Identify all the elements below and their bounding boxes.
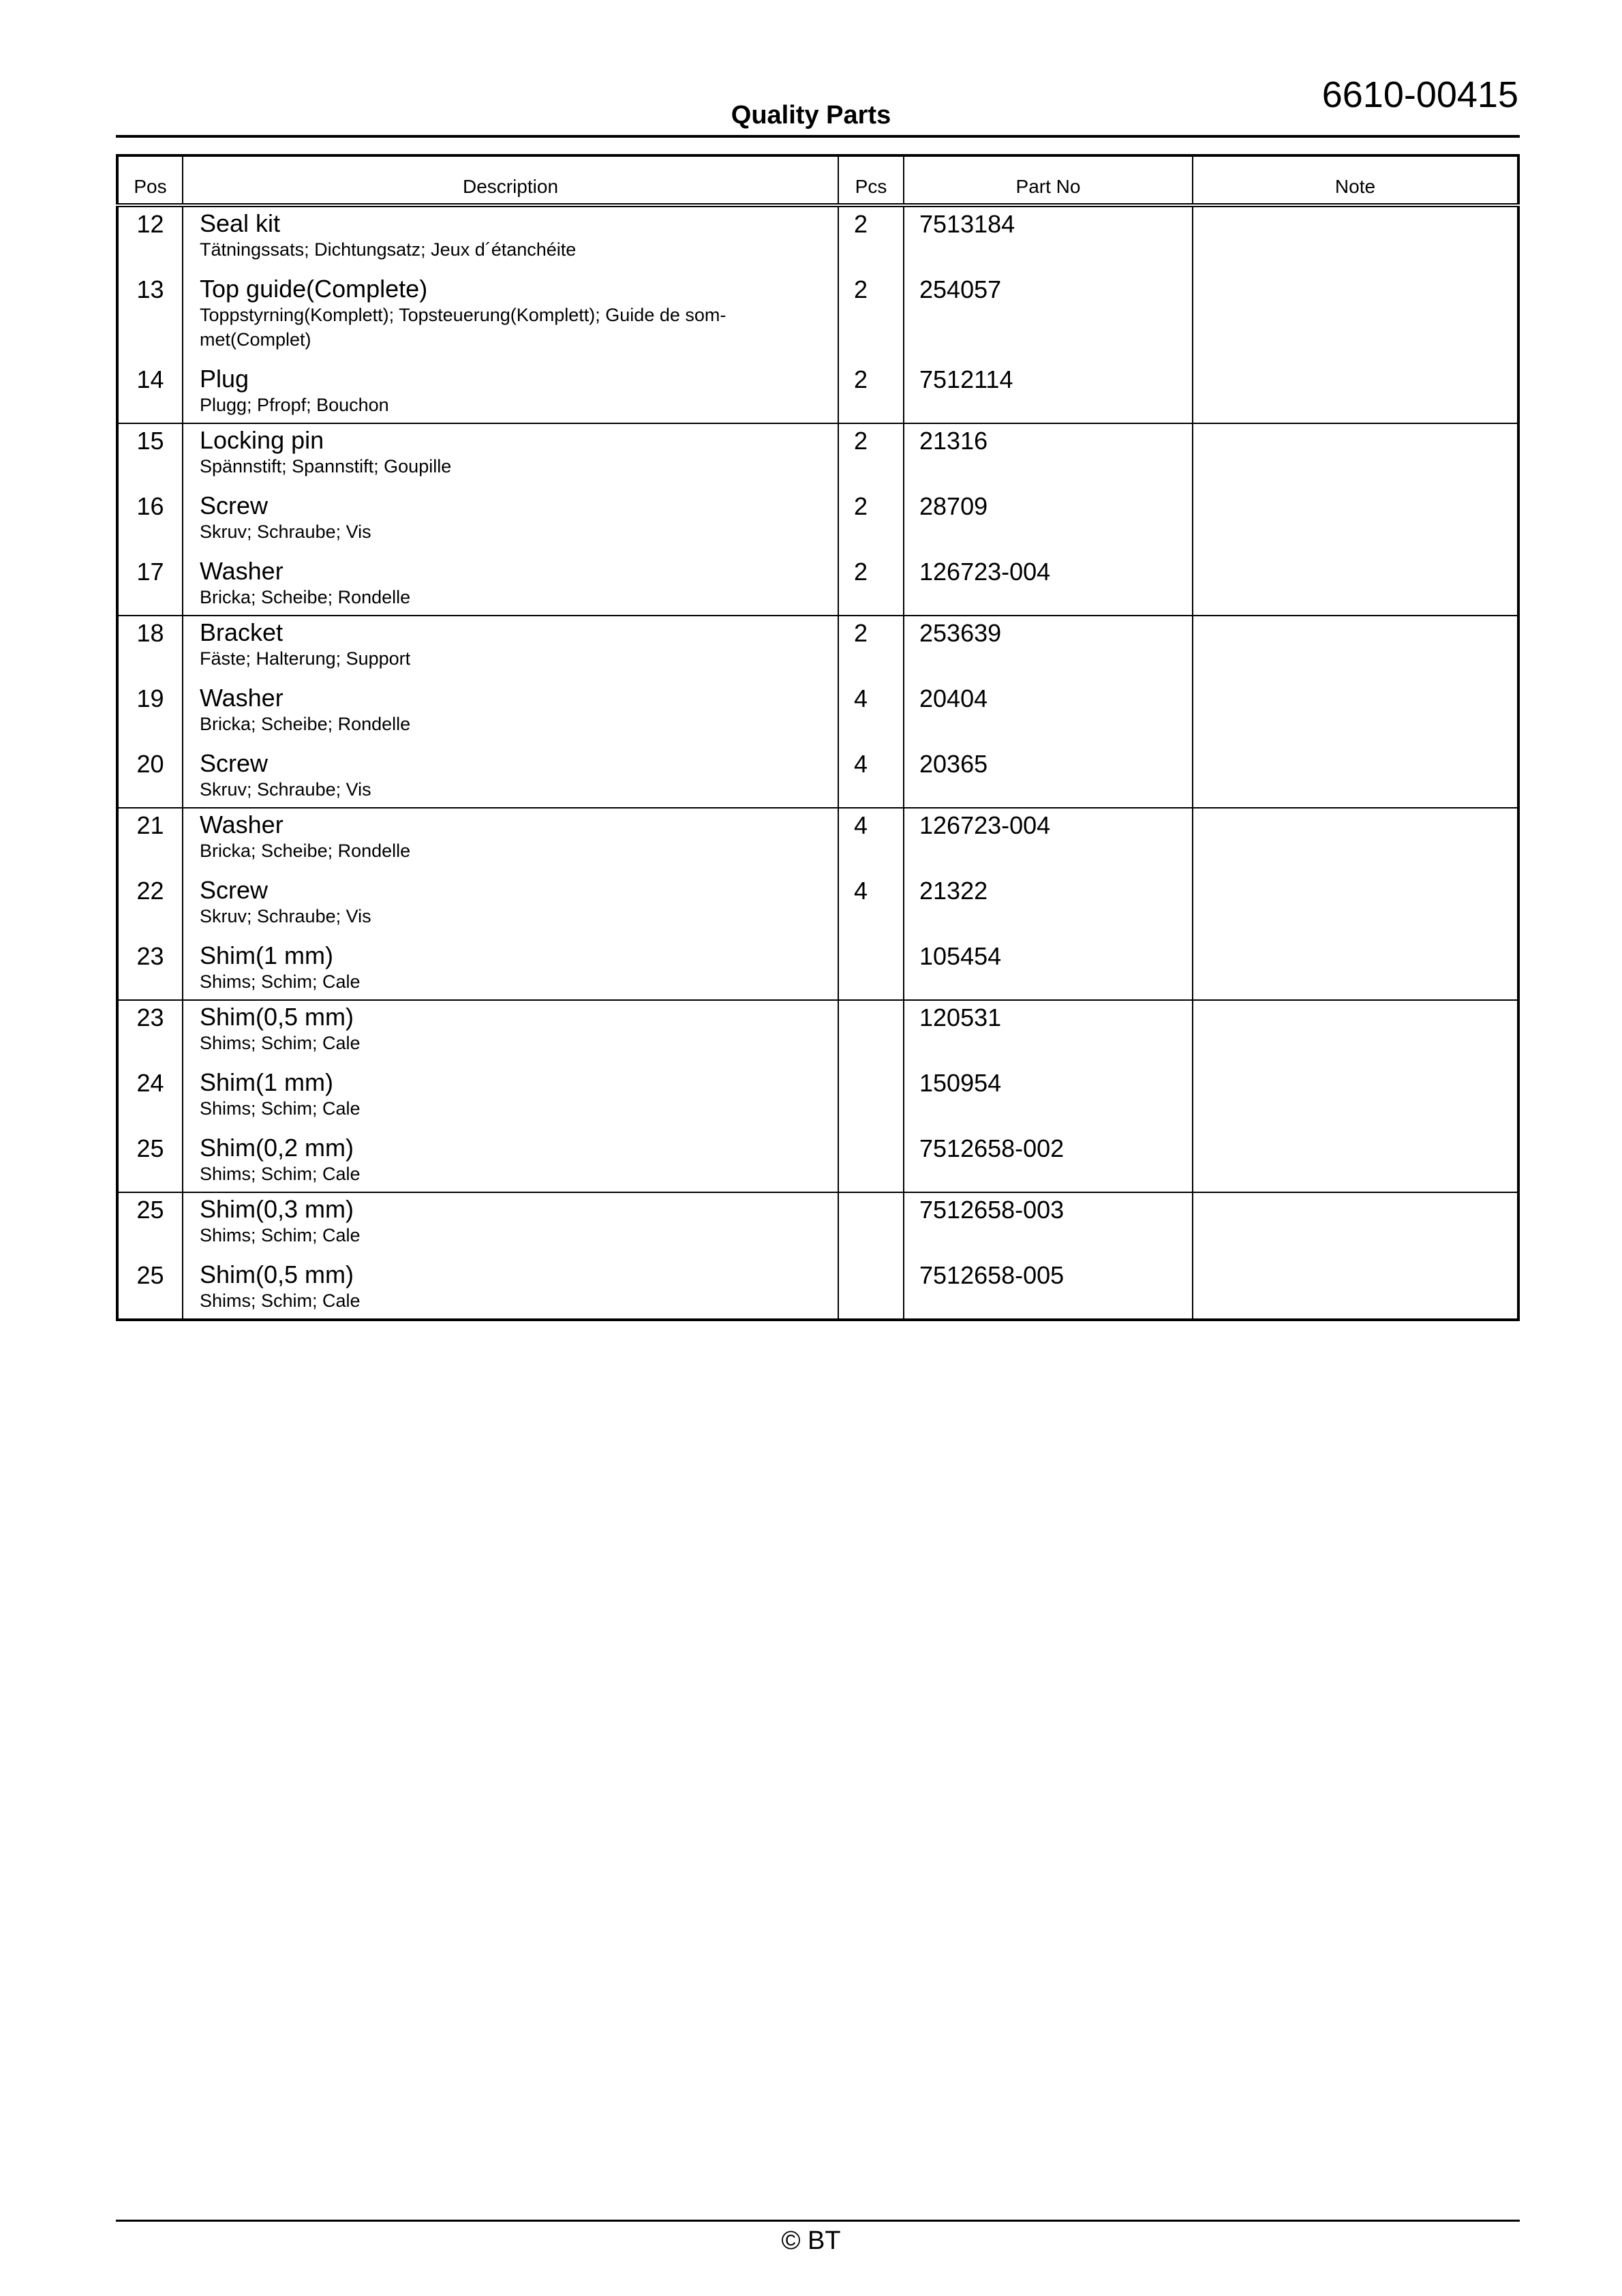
table-row xyxy=(117,747,1518,808)
table-row xyxy=(117,1192,1518,1258)
part-no-cell: 7512114 xyxy=(904,363,1193,423)
parts-table-header xyxy=(117,155,1518,205)
pcs-cell: 4 xyxy=(838,747,904,808)
part-no-cell: 21316 xyxy=(904,423,1193,489)
description-cell xyxy=(183,1258,838,1320)
part-no-cell: 7512658-003 xyxy=(904,1192,1193,1258)
pcs-cell: 2 xyxy=(838,205,904,273)
table-row xyxy=(117,1258,1518,1320)
description-cell xyxy=(183,423,838,489)
pcs-cell: 2 xyxy=(838,363,904,423)
note-cell xyxy=(1193,747,1518,808)
table-row xyxy=(117,205,1518,273)
description-cell xyxy=(183,808,838,874)
part-no-cell: 126723-004 xyxy=(904,555,1193,616)
pos-cell: 12 xyxy=(117,205,183,273)
note-cell xyxy=(1193,1000,1518,1066)
table-row xyxy=(117,273,1518,363)
pos-cell: 24 xyxy=(117,1066,183,1132)
part-no-cell: 120531 xyxy=(904,1000,1193,1066)
footer-divider xyxy=(116,2220,1520,2222)
part-name: Washer xyxy=(200,811,284,839)
pos-cell: 15 xyxy=(117,423,183,489)
pcs-cell: 2 xyxy=(838,616,904,682)
part-name: Top guide(Complete) xyxy=(200,275,428,303)
note-cell xyxy=(1193,1066,1518,1132)
part-no-cell: 105454 xyxy=(904,939,1193,1000)
part-translations: Shims; Schim; Cale xyxy=(200,1033,361,1053)
table-row xyxy=(117,1132,1518,1192)
description-cell xyxy=(183,555,838,616)
part-no-cell: 7512658-002 xyxy=(904,1132,1193,1192)
note-cell xyxy=(1193,1192,1518,1258)
part-translations: Bricka; Scheibe; Rondelle xyxy=(200,841,411,861)
description-cell xyxy=(183,205,838,273)
document-number: 6610-00415 xyxy=(1321,74,1518,115)
part-no-cell: 7513184 xyxy=(904,205,1193,273)
pcs-cell xyxy=(838,1258,904,1320)
table-row xyxy=(117,423,1518,489)
pos-cell: 13 xyxy=(117,273,183,363)
parts-group xyxy=(117,205,1518,423)
parts-group xyxy=(117,1192,1518,1320)
pcs-cell xyxy=(838,1192,904,1258)
description-cell xyxy=(183,1132,838,1192)
part-translations: Tätningssats; Dichtungsatz; Jeux d´étanchéite xyxy=(200,239,577,260)
part-translations: Shims; Schim; Cale xyxy=(200,1225,361,1245)
description-cell xyxy=(183,874,838,939)
part-name: Shim(0,2 mm) xyxy=(200,1134,354,1162)
part-name: Shim(0,3 mm) xyxy=(200,1195,354,1223)
part-name: Shim(0,5 mm) xyxy=(200,1003,354,1031)
part-name: Washer xyxy=(200,684,284,712)
part-no-cell: 254057 xyxy=(904,273,1193,363)
pos-cell: 25 xyxy=(117,1192,183,1258)
pos-cell: 16 xyxy=(117,489,183,555)
pcs-cell: 4 xyxy=(838,682,904,747)
pos-cell: 17 xyxy=(117,555,183,616)
pcs-cell: 4 xyxy=(838,808,904,874)
description-cell xyxy=(183,363,838,423)
pcs-cell: 2 xyxy=(838,555,904,616)
part-translations: Skruv; Schraube; Vis xyxy=(200,522,371,542)
part-name: Shim(0,5 mm) xyxy=(200,1260,354,1288)
pcs-cell: 2 xyxy=(838,489,904,555)
table-row xyxy=(117,874,1518,939)
page-title: Quality Parts xyxy=(731,101,891,130)
description-cell xyxy=(183,616,838,682)
note-cell xyxy=(1193,682,1518,747)
pcs-cell xyxy=(838,939,904,1000)
pos-cell: 19 xyxy=(117,682,183,747)
copyright: © BT xyxy=(781,2226,841,2255)
part-name: Plug xyxy=(200,365,249,393)
note-cell xyxy=(1193,1258,1518,1320)
description-cell xyxy=(183,273,838,363)
column-header-part-no: Part No xyxy=(904,155,1193,205)
part-no-cell: 28709 xyxy=(904,489,1193,555)
description-cell xyxy=(183,1066,838,1132)
pcs-cell xyxy=(838,1066,904,1132)
pos-cell: 20 xyxy=(117,747,183,808)
column-header-pcs: Pcs xyxy=(838,155,904,205)
part-translations: Shims; Schim; Cale xyxy=(200,1098,361,1119)
pos-cell: 14 xyxy=(117,363,183,423)
part-translations: Shims; Schim; Cale xyxy=(200,1164,361,1184)
table-row xyxy=(117,555,1518,616)
pcs-cell xyxy=(838,1000,904,1066)
part-translations: Spännstift; Spannstift; Goupille xyxy=(200,456,452,477)
note-cell xyxy=(1193,205,1518,273)
part-no-cell: 21322 xyxy=(904,874,1193,939)
pcs-cell: 4 xyxy=(838,874,904,939)
description-cell xyxy=(183,747,838,808)
part-translations: Plugg; Pfropf; Bouchon xyxy=(200,395,389,415)
description-cell xyxy=(183,682,838,747)
column-header-note: Note xyxy=(1193,155,1518,205)
part-no-cell: 7512658-005 xyxy=(904,1258,1193,1320)
part-name: Shim(1 mm) xyxy=(200,941,333,969)
part-name: Screw xyxy=(200,749,269,777)
pcs-cell xyxy=(838,1132,904,1192)
column-header-pos: Pos xyxy=(117,155,183,205)
note-cell xyxy=(1193,363,1518,423)
pos-cell: 18 xyxy=(117,616,183,682)
description-cell xyxy=(183,1000,838,1066)
part-no-cell: 253639 xyxy=(904,616,1193,682)
header-row xyxy=(117,155,1518,205)
note-cell xyxy=(1193,555,1518,616)
part-name: Washer xyxy=(200,557,284,585)
part-no-cell: 20365 xyxy=(904,747,1193,808)
part-translations: Bricka; Scheibe; Rondelle xyxy=(200,587,411,607)
header-divider xyxy=(116,135,1520,138)
pos-cell: 23 xyxy=(117,1000,183,1066)
pcs-cell: 2 xyxy=(838,273,904,363)
note-cell xyxy=(1193,273,1518,363)
table-row xyxy=(117,489,1518,555)
part-name: Bracket xyxy=(200,618,284,646)
column-header-description: Description xyxy=(183,155,838,205)
parts-group xyxy=(117,1000,1518,1192)
note-cell xyxy=(1193,808,1518,874)
description-cell xyxy=(183,939,838,1000)
pos-cell: 22 xyxy=(117,874,183,939)
pos-cell: 25 xyxy=(117,1132,183,1192)
note-cell xyxy=(1193,1132,1518,1192)
part-translations: Skruv; Schraube; Vis xyxy=(200,906,371,926)
part-name: Shim(1 mm) xyxy=(200,1068,333,1096)
part-translations: Bricka; Scheibe; Rondelle xyxy=(200,714,411,734)
note-cell xyxy=(1193,939,1518,1000)
description-cell xyxy=(183,1192,838,1258)
pcs-cell: 2 xyxy=(838,423,904,489)
parts-table xyxy=(116,154,1520,1321)
table-row xyxy=(117,1066,1518,1132)
part-translations: Fäste; Halterung; Support xyxy=(200,648,411,669)
table-row xyxy=(117,363,1518,423)
description-cell xyxy=(183,489,838,555)
table-row xyxy=(117,682,1518,747)
note-cell xyxy=(1193,489,1518,555)
part-translations: Skruv; Schraube; Vis xyxy=(200,779,371,800)
pos-cell: 23 xyxy=(117,939,183,1000)
table-row xyxy=(117,1000,1518,1066)
part-no-cell: 20404 xyxy=(904,682,1193,747)
parts-group xyxy=(117,808,1518,1000)
parts-group xyxy=(117,423,1518,616)
table-row xyxy=(117,808,1518,874)
note-cell xyxy=(1193,616,1518,682)
part-translations: Toppstyrning(Komplett); Topsteuerung(Komplett); Guide de som-met(Complet) xyxy=(200,305,726,350)
part-name: Locking pin xyxy=(200,426,324,454)
table-row xyxy=(117,616,1518,682)
note-cell xyxy=(1193,874,1518,939)
note-cell xyxy=(1193,423,1518,489)
part-name: Seal kit xyxy=(200,209,281,237)
pos-cell: 25 xyxy=(117,1258,183,1320)
part-name: Screw xyxy=(200,492,269,519)
part-no-cell: 150954 xyxy=(904,1066,1193,1132)
part-no-cell: 126723-004 xyxy=(904,808,1193,874)
table-row xyxy=(117,939,1518,1000)
part-translations: Shims; Schim; Cale xyxy=(200,1290,361,1311)
parts-group xyxy=(117,616,1518,808)
pos-cell: 21 xyxy=(117,808,183,874)
part-name: Screw xyxy=(200,876,269,904)
part-translations: Shims; Schim; Cale xyxy=(200,971,361,992)
